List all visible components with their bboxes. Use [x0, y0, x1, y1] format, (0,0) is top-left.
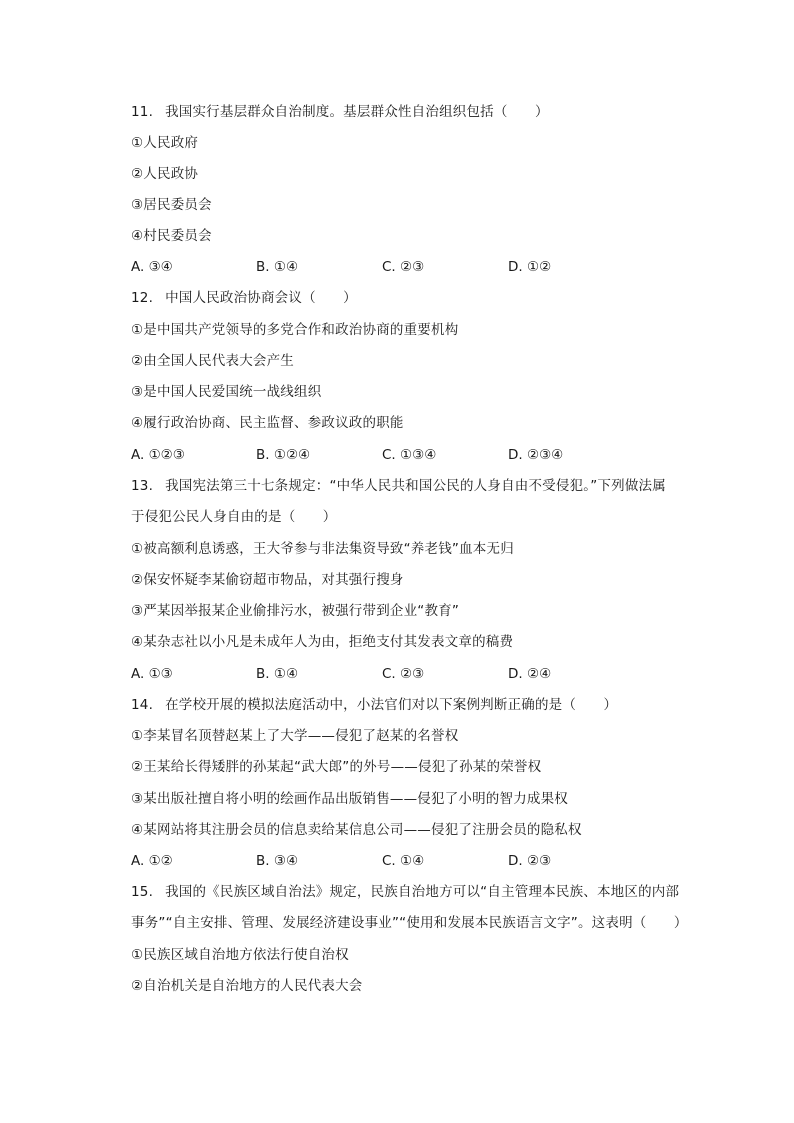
question-14-item-4: ④某网站将其注册会员的信息卖给某信息公司——侵犯了注册会员的隐私权 — [131, 822, 582, 838]
question-text: 我国宪法第三十七条规定：“中华人民共和国公民的人身自由不受侵犯。”下列做法属 — [165, 478, 666, 494]
question-text: 我国的《民族区域自治法》规定，民族自治地方可以“自主管理本民族、本地区的内部 — [165, 884, 680, 900]
question-13-item-2: ②保安怀疑李某偷窃超市物品，对其强行搜身 — [131, 572, 404, 588]
question-14-item-2: ②王某给长得矮胖的孙某起“武大郎”的外号——侵犯了孙某的荣誉权 — [131, 759, 542, 775]
question-12-item-4: ④履行政治协商、民主监督、参政议政的职能 — [131, 415, 404, 431]
question-text: 中国人民政治协商会议（ ） — [165, 290, 357, 306]
option-b: B. ①④ — [256, 666, 299, 682]
option-a: A. ①③ — [131, 666, 173, 682]
question-text: 我国实行基层群众自治制度。基层群众性自治组织包括（ ） — [165, 104, 549, 120]
question-15-stem — [131, 882, 679, 902]
option-c: C. ②③ — [382, 666, 425, 682]
question-number: 11. — [131, 104, 154, 120]
option-c: C. ①④ — [382, 853, 425, 869]
option-d: D. ②③④ — [508, 447, 564, 463]
question-13-options — [131, 664, 651, 684]
option-a: A. ③④ — [131, 259, 173, 275]
question-text: 在学校开展的模拟法庭活动中，小法官们对以下案例判断正确的是（ ） — [165, 697, 618, 713]
option-b: B. ③④ — [256, 853, 299, 869]
question-15-item-1: ①民族区域自治地方依法行使自治权 — [131, 947, 349, 963]
question-number: 13. — [131, 478, 154, 494]
question-11-options — [131, 257, 651, 277]
option-a: A. ①② — [131, 853, 173, 869]
option-c: C. ②③ — [382, 259, 425, 275]
question-number: 14. — [131, 697, 154, 713]
question-13-item-4: ④某杂志社以小凡是未成年人为由，拒绝支付其发表文章的稿费 — [131, 634, 514, 650]
question-11-stem — [131, 102, 549, 122]
question-13-stem-cont: 于侵犯公民人身自由的是（ ） — [131, 509, 337, 525]
question-15-stem-cont: 事务”“自主安排、管理、发展经济建设事业”“使用和发展本民族语言文字”。这表明（ ） — [131, 915, 688, 931]
question-12-item-3: ③是中国人民爱国统一战线组织 — [131, 384, 322, 400]
question-number: 12. — [131, 290, 154, 306]
question-13-item-1: ①被高额利息诱惑，王大爷参与非法集资导致“养老钱”血本无归 — [131, 541, 514, 557]
question-12-options — [131, 445, 651, 465]
option-d: D. ①② — [508, 259, 552, 275]
question-13-stem — [131, 476, 666, 496]
question-13-item-3: ③严某因举报某企业偷排污水，被强行带到企业“教育” — [131, 603, 460, 619]
question-12-stem — [131, 288, 357, 308]
option-b: B. ①④ — [256, 259, 299, 275]
option-c: C. ①③④ — [382, 447, 437, 463]
question-11-item-1: ①人民政府 — [131, 135, 199, 151]
option-b: B. ①②④ — [256, 447, 311, 463]
question-14-options — [131, 851, 651, 871]
question-15-item-2: ②自治机关是自治地方的人民代表大会 — [131, 978, 363, 994]
question-number: 15. — [131, 884, 154, 900]
question-14-item-3: ③某出版社擅自将小明的绘画作品出版销售——侵犯了小明的智力成果权 — [131, 791, 569, 807]
question-11-item-4: ④村民委员会 — [131, 228, 212, 244]
question-14-stem — [131, 695, 617, 715]
option-a: A. ①②③ — [131, 447, 185, 463]
question-11-item-2: ②人民政协 — [131, 166, 199, 182]
question-14-item-1: ①李某冒名顶替赵某上了大学——侵犯了赵某的名誉权 — [131, 728, 459, 744]
question-12-item-1: ①是中国共产党领导的多党合作和政治协商的重要机构 — [131, 322, 459, 338]
question-11-item-3: ③居民委员会 — [131, 197, 212, 213]
option-d: D. ②④ — [508, 666, 552, 682]
question-12-item-2: ②由全国人民代表大会产生 — [131, 353, 295, 369]
option-d: D. ②③ — [508, 853, 552, 869]
